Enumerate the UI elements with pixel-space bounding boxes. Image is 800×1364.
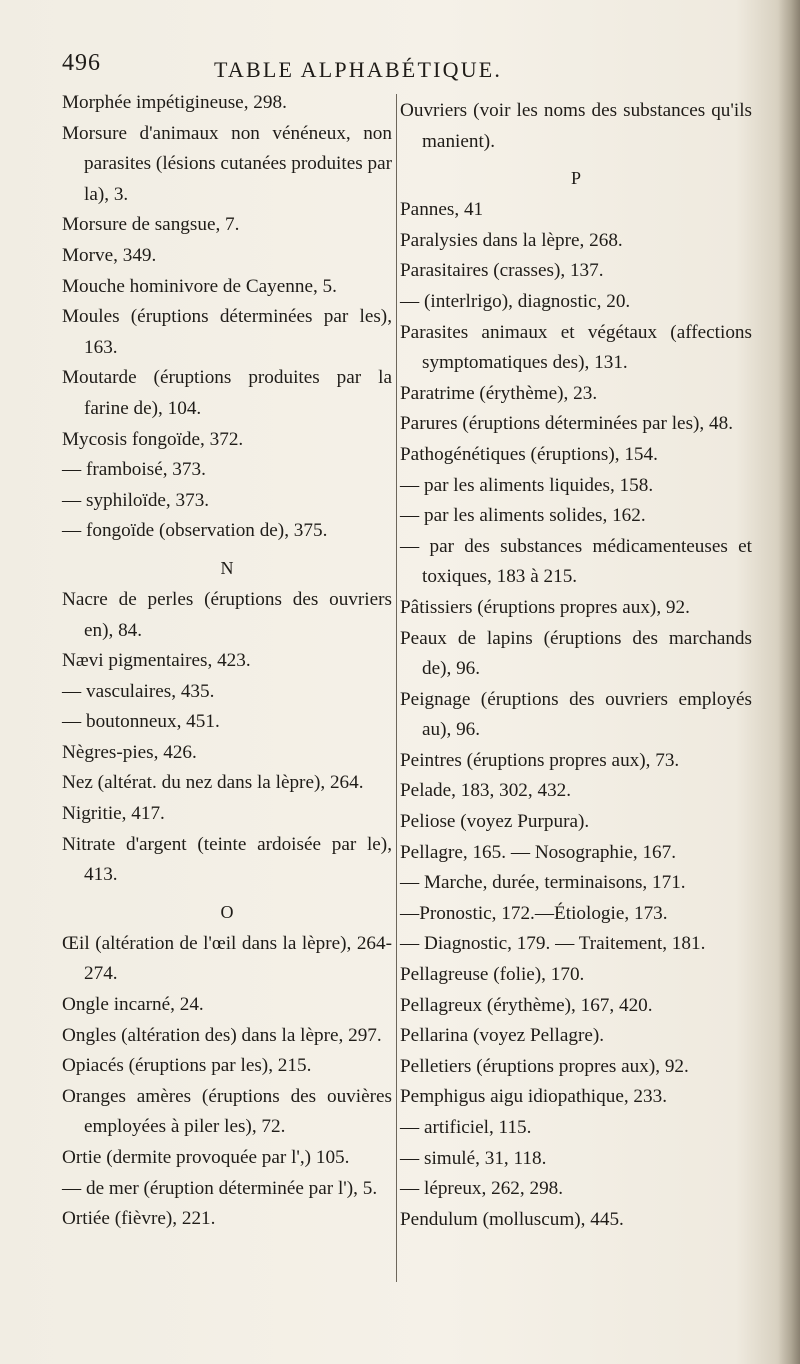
index-entry: Nitrate d'argent (teinte ardoisée par le), 413.: [62, 833, 392, 886]
index-entry: Ongle incarné, 24.: [62, 994, 204, 1016]
index-entry: Ouvriers (voir les noms des substances qu'ils manient).: [400, 100, 752, 152]
index-entry: Pathogénétiques (éruptions), 154.: [400, 443, 658, 465]
index-entry: Morsure d'animaux non vénéneux, non parasites (lésions cutanées produites par la), 3.: [62, 122, 392, 205]
index-entry: — artificiel, 115.: [400, 1117, 532, 1138]
index-entry: — par les aliments liquides, 158.: [400, 474, 654, 496]
page-edge-shadow: [778, 0, 800, 1364]
index-entry: Nævi pigmentaires, 423.: [62, 650, 251, 672]
index-entry: — Marche, durée, terminaisons, 171.: [400, 872, 686, 894]
index-entry: Œil (altération de l'œil dans la lèpre), 264-274.: [62, 932, 392, 985]
index-entry: — syphiloïde, 373.: [62, 489, 210, 511]
index-entry: — (interlrigo), diagnostic, 20.: [400, 290, 631, 312]
index-entry: Pellagreux (érythème), 167, 420.: [400, 994, 653, 1016]
index-entry: Oranges amères (éruptions des ouvières employées à piler les), 72.: [62, 1085, 392, 1138]
right-column: [400, 96, 752, 1235]
section-letter-o: O: [220, 901, 234, 922]
index-entry: Morsure de sangsue, 7.: [62, 214, 240, 236]
index-entry: Morve, 349.: [62, 244, 157, 266]
index-entry: Morphée impétigineuse, 298.: [62, 92, 287, 113]
column-divider: [396, 94, 397, 1282]
index-entry: — par les aliments solides, 162.: [400, 505, 646, 527]
index-entry: Peintres (éruptions propres aux), 73.: [400, 749, 680, 771]
index-entry: Pâtissiers (éruptions propres aux), 92.: [400, 596, 690, 618]
index-entry: —Pronostic, 172.—Étiologie, 173.: [400, 902, 668, 924]
index-entry: — par des substances médicamenteuses et toxiques, 183 à 215.: [400, 535, 752, 588]
entries-p: [400, 195, 752, 1235]
index-entry: Nacre de perles (éruptions des ouvriers en), 84.: [62, 588, 392, 641]
index-entry: Moutarde (éruptions produites par la farine de), 104.: [62, 367, 392, 419]
index-entry: — framboisé, 373.: [62, 459, 206, 481]
index-entry: — boutonneux, 451.: [62, 711, 220, 733]
index-entry: Nez (altérat. du nez dans la lèpre), 264.: [62, 772, 364, 794]
index-entry: — de mer (éruption déterminée par l'), 5.: [62, 1177, 378, 1199]
index-entry: Pannes, 41: [400, 199, 484, 221]
index-entry: Pendulum (molluscum), 445.: [400, 1208, 624, 1230]
index-entry: Mycosis fongoïde, 372.: [62, 428, 244, 450]
index-entry: Pellagre, 165. — Nosographie, 167.: [400, 841, 677, 863]
index-entry: Nigritie, 417.: [62, 803, 165, 825]
index-entry: Pelletiers (éruptions propres aux), 92.: [400, 1055, 689, 1077]
entries-n: [62, 585, 392, 891]
section-letter-n: N: [220, 557, 234, 578]
index-entry: Mouche hominivore de Cayenne, 5.: [62, 275, 337, 297]
index-entry: Parasites animaux et végétaux (affections symptomatiques des), 131.: [400, 321, 752, 374]
entries-o: [62, 929, 392, 1235]
index-entry: — fongoïde (observation de), 375.: [62, 520, 328, 542]
index-entry: Peliose (voyez Purpura).: [400, 811, 590, 833]
index-entry: — lépreux, 262, 298.: [400, 1178, 564, 1200]
entries-o-continued: [400, 96, 752, 157]
index-entry: Parures (éruptions déterminées par les), 48.: [400, 413, 734, 435]
index-entry: Ongles (altération des) dans la lèpre, 297.: [62, 1024, 382, 1046]
index-entry: — Diagnostic, 179. — Traitement, 181.: [400, 933, 706, 955]
index-entry: Moules (éruptions déterminées par les), 163.: [62, 306, 392, 358]
index-entry: Pellagreuse (folie), 170.: [400, 964, 585, 986]
index-entry: — simulé, 31, 118.: [400, 1147, 547, 1169]
entries-m: [62, 88, 392, 547]
index-entry: Opiacés (éruptions par les), 215.: [62, 1055, 312, 1077]
index-entry: Nègres-pies, 426.: [62, 741, 197, 763]
page-number: 496: [62, 50, 101, 76]
left-column: [62, 88, 392, 1235]
running-title: TABLE ALPHABÉTIQUE.: [214, 57, 503, 82]
section-letter-p: P: [570, 168, 581, 189]
index-entry: Paratrime (érythème), 23.: [400, 382, 598, 404]
index-entry: Pelade, 183, 302, 432.: [400, 780, 572, 802]
index-entry: Ortie (dermite provoquée par l',) 105.: [62, 1147, 350, 1168]
index-entry: — vasculaires, 435.: [62, 680, 215, 702]
index-entry: Parasitaires (crasses), 137.: [400, 260, 604, 282]
index-entry: Pellarina (voyez Pellagre).: [400, 1025, 605, 1047]
index-entry: Pemphigus aigu idiopathique, 233.: [400, 1086, 668, 1108]
index-entry: Paralysies dans la lèpre, 268.: [400, 229, 623, 251]
index-entry: Ortiée (fièvre), 221.: [62, 1208, 216, 1230]
index-entry: Peaux de lapins (éruptions des marchands de), 96.: [400, 627, 752, 680]
index-entry: Peignage (éruptions des ouvriers employés au), 96.: [400, 688, 752, 741]
